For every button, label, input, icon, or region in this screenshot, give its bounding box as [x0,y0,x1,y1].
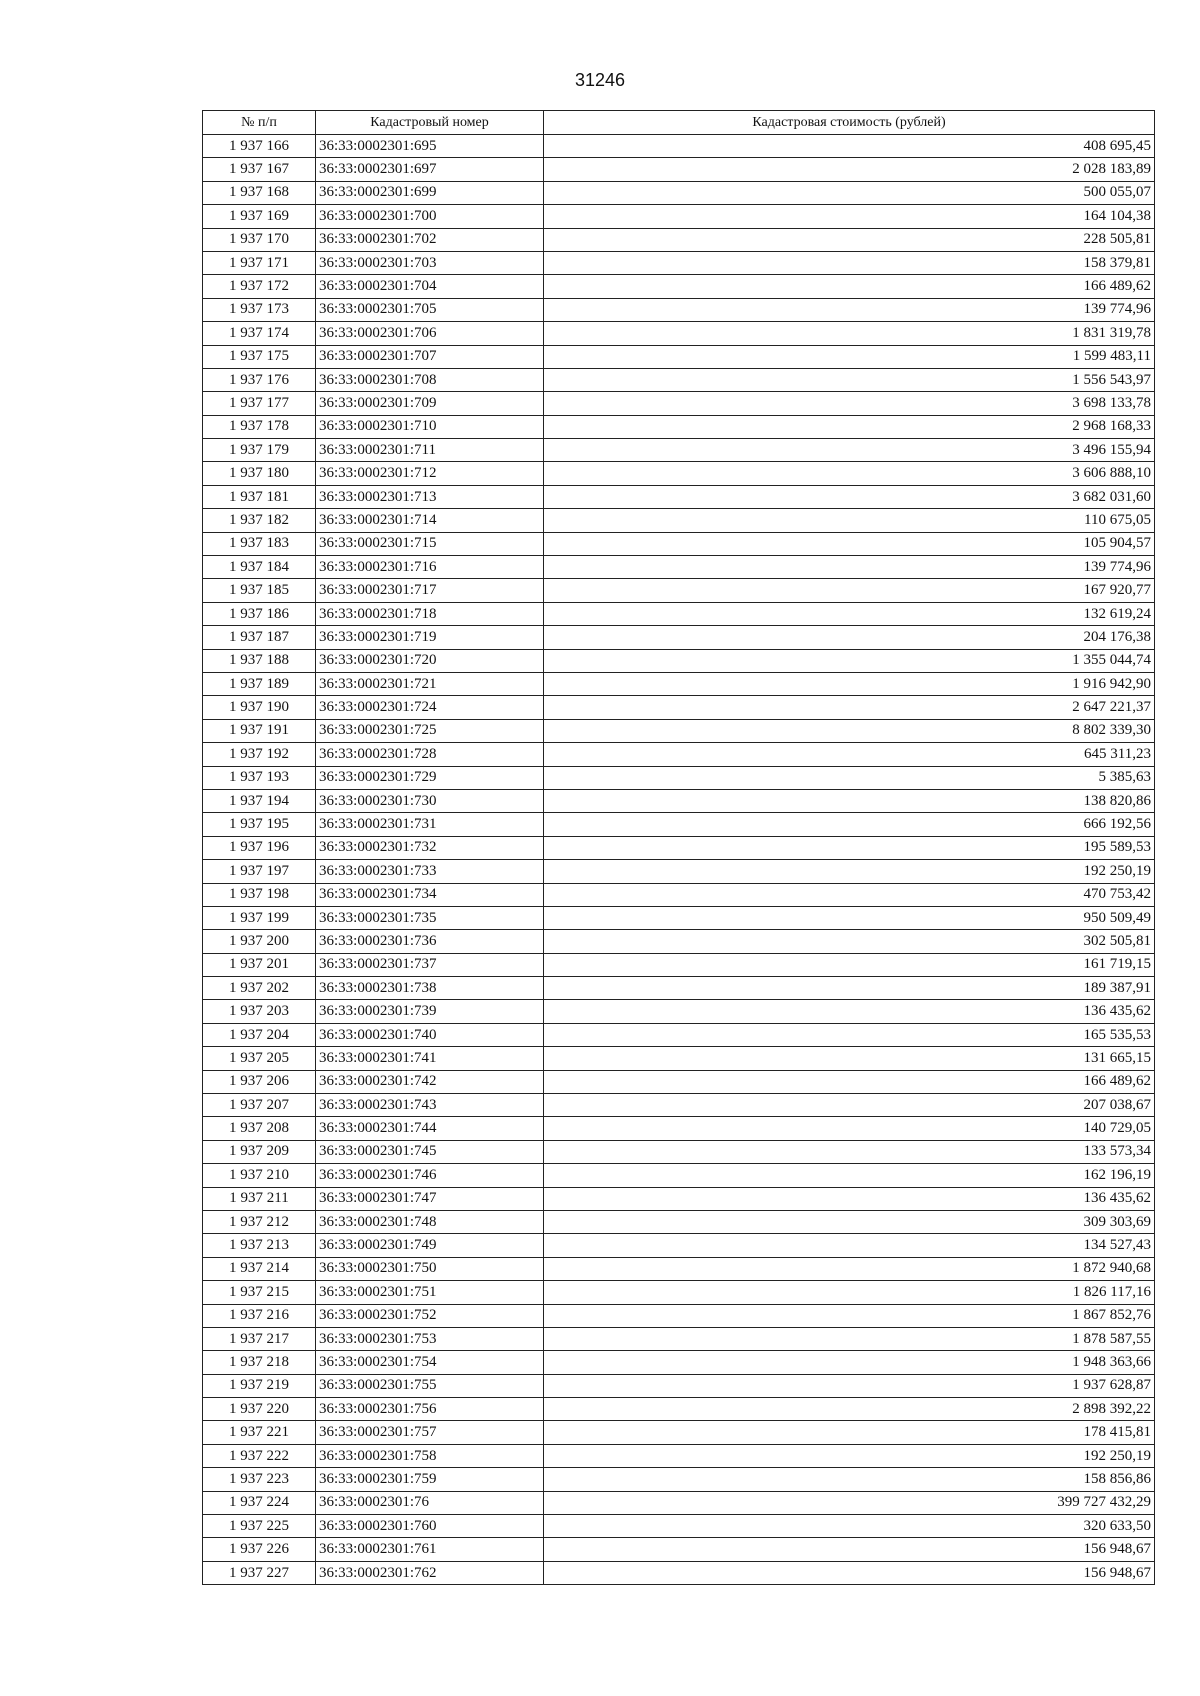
cadastral-value-cell: 8 802 339,30 [544,719,1155,742]
cadastral-value-cell: 1 355 044,74 [544,649,1155,672]
cadastral-number-cell: 36:33:0002301:750 [316,1257,544,1280]
cadastral-number-cell: 36:33:0002301:707 [316,345,544,368]
row-number-cell: 1 937 224 [203,1491,316,1514]
cadastral-number-cell: 36:33:0002301:739 [316,1000,544,1023]
row-number-cell: 1 937 200 [203,930,316,953]
table-row [203,1140,1155,1163]
cadastral-value-cell: 3 606 888,10 [544,462,1155,485]
row-number-cell: 1 937 190 [203,696,316,719]
cadastral-value-cell: 136 435,62 [544,1000,1155,1023]
cadastral-number-cell: 36:33:0002301:761 [316,1538,544,1561]
header-row-number: № п/п [203,111,316,135]
cadastral-number-cell: 36:33:0002301:752 [316,1304,544,1327]
cadastral-number-cell: 36:33:0002301:717 [316,579,544,602]
cadastral-number-cell: 36:33:0002301:757 [316,1421,544,1444]
table-row [203,883,1155,906]
cadastral-number-cell: 36:33:0002301:756 [316,1398,544,1421]
cadastral-number-cell: 36:33:0002301:721 [316,672,544,695]
row-number-cell: 1 937 219 [203,1374,316,1397]
table-row [203,322,1155,345]
cadastral-value-cell: 136 435,62 [544,1187,1155,1210]
cadastral-value-cell: 189 387,91 [544,977,1155,1000]
cadastral-value-table [202,110,1155,1585]
cadastral-number-cell: 36:33:0002301:736 [316,930,544,953]
cadastral-value-cell: 2 968 168,33 [544,415,1155,438]
table-row [203,275,1155,298]
cadastral-value-cell: 132 619,24 [544,602,1155,625]
row-number-cell: 1 937 178 [203,415,316,438]
table-row [203,626,1155,649]
cadastral-number-cell: 36:33:0002301:699 [316,181,544,204]
row-number-cell: 1 937 209 [203,1140,316,1163]
table-row [203,953,1155,976]
table-row [203,930,1155,953]
cadastral-value-cell: 192 250,19 [544,860,1155,883]
table-row [203,1047,1155,1070]
row-number-cell: 1 937 194 [203,789,316,812]
cadastral-value-cell: 645 311,23 [544,743,1155,766]
cadastral-value-cell: 166 489,62 [544,275,1155,298]
row-number-cell: 1 937 186 [203,602,316,625]
table-row [203,532,1155,555]
cadastral-value-cell: 207 038,67 [544,1094,1155,1117]
cadastral-number-cell: 36:33:0002301:753 [316,1327,544,1350]
cadastral-number-cell: 36:33:0002301:740 [316,1023,544,1046]
cadastral-value-cell: 204 176,38 [544,626,1155,649]
cadastral-value-cell: 950 509,49 [544,906,1155,929]
row-number-cell: 1 937 201 [203,953,316,976]
cadastral-value-cell: 140 729,05 [544,1117,1155,1140]
cadastral-value-cell: 399 727 432,29 [544,1491,1155,1514]
cadastral-number-cell: 36:33:0002301:732 [316,836,544,859]
row-number-cell: 1 937 167 [203,158,316,181]
row-number-cell: 1 937 226 [203,1538,316,1561]
cadastral-number-cell: 36:33:0002301:695 [316,135,544,158]
table-row [203,1210,1155,1233]
row-number-cell: 1 937 214 [203,1257,316,1280]
cadastral-value-cell: 165 535,53 [544,1023,1155,1046]
cadastral-number-cell: 36:33:0002301:704 [316,275,544,298]
table-row [203,439,1155,462]
cadastral-value-cell: 2 898 392,22 [544,1398,1155,1421]
table-row [203,836,1155,859]
row-number-cell: 1 937 205 [203,1047,316,1070]
row-number-cell: 1 937 166 [203,135,316,158]
cadastral-value-cell: 134 527,43 [544,1234,1155,1257]
cadastral-value-cell: 3 682 031,60 [544,485,1155,508]
table-row [203,1094,1155,1117]
header-cadastral-value: Кадастровая стоимость (рублей) [544,111,1155,135]
row-number-cell: 1 937 187 [203,626,316,649]
cadastral-number-cell: 36:33:0002301:735 [316,906,544,929]
table-row [203,1515,1155,1538]
row-number-cell: 1 937 223 [203,1468,316,1491]
row-number-cell: 1 937 198 [203,883,316,906]
cadastral-value-cell: 408 695,45 [544,135,1155,158]
table-row [203,1561,1155,1584]
cadastral-value-cell: 470 753,42 [544,883,1155,906]
table-row [203,298,1155,321]
cadastral-value-cell: 228 505,81 [544,228,1155,251]
cadastral-number-cell: 36:33:0002301:709 [316,392,544,415]
row-number-cell: 1 937 197 [203,860,316,883]
cadastral-number-cell: 36:33:0002301:703 [316,251,544,274]
cadastral-number-cell: 36:33:0002301:712 [316,462,544,485]
cadastral-value-cell: 192 250,19 [544,1444,1155,1467]
table-row [203,860,1155,883]
row-number-cell: 1 937 216 [203,1304,316,1327]
table-row [203,579,1155,602]
row-number-cell: 1 937 174 [203,322,316,345]
cadastral-value-cell: 500 055,07 [544,181,1155,204]
cadastral-value-cell: 110 675,05 [544,509,1155,532]
cadastral-number-cell: 36:33:0002301:730 [316,789,544,812]
cadastral-number-cell: 36:33:0002301:749 [316,1234,544,1257]
cadastral-value-cell: 167 920,77 [544,579,1155,602]
cadastral-number-cell: 36:33:0002301:700 [316,205,544,228]
cadastral-number-cell: 36:33:0002301:743 [316,1094,544,1117]
table-row [203,368,1155,391]
row-number-cell: 1 937 170 [203,228,316,251]
cadastral-number-cell: 36:33:0002301:705 [316,298,544,321]
table-row [203,1491,1155,1514]
table-row [203,1023,1155,1046]
cadastral-number-cell: 36:33:0002301:718 [316,602,544,625]
cadastral-number-cell: 36:33:0002301:741 [316,1047,544,1070]
cadastral-number-cell: 36:33:0002301:748 [316,1210,544,1233]
cadastral-number-cell: 36:33:0002301:702 [316,228,544,251]
table-row [203,1234,1155,1257]
table-row [203,977,1155,1000]
table-row [203,766,1155,789]
table-row [203,1351,1155,1374]
row-number-cell: 1 937 171 [203,251,316,274]
cadastral-value-cell: 1 948 363,66 [544,1351,1155,1374]
cadastral-number-cell: 36:33:0002301:716 [316,556,544,579]
row-number-cell: 1 937 189 [203,672,316,695]
header-cadastral-number: Кадастровый номер [316,111,544,135]
cadastral-number-cell: 36:33:0002301:714 [316,509,544,532]
cadastral-value-cell: 131 665,15 [544,1047,1155,1070]
table-row [203,415,1155,438]
cadastral-value-cell: 139 774,96 [544,556,1155,579]
table-row [203,743,1155,766]
row-number-cell: 1 937 222 [203,1444,316,1467]
row-number-cell: 1 937 196 [203,836,316,859]
cadastral-value-cell: 161 719,15 [544,953,1155,976]
row-number-cell: 1 937 225 [203,1515,316,1538]
cadastral-value-cell: 320 633,50 [544,1515,1155,1538]
cadastral-number-cell: 36:33:0002301:711 [316,439,544,462]
table-row [203,1374,1155,1397]
cadastral-number-cell: 36:33:0002301:755 [316,1374,544,1397]
row-number-cell: 1 937 213 [203,1234,316,1257]
row-number-cell: 1 937 168 [203,181,316,204]
table-row [203,1421,1155,1444]
table-row [203,158,1155,181]
row-number-cell: 1 937 173 [203,298,316,321]
cadastral-value-cell: 3 698 133,78 [544,392,1155,415]
table-row [203,1000,1155,1023]
cadastral-number-cell: 36:33:0002301:715 [316,532,544,555]
header-row [203,111,1155,135]
row-number-cell: 1 937 179 [203,439,316,462]
row-number-cell: 1 937 207 [203,1094,316,1117]
table-row [203,649,1155,672]
table-row [203,906,1155,929]
cadastral-value-cell: 178 415,81 [544,1421,1155,1444]
row-number-cell: 1 937 202 [203,977,316,1000]
cadastral-number-cell: 36:33:0002301:713 [316,485,544,508]
cadastral-number-cell: 36:33:0002301:710 [316,415,544,438]
row-number-cell: 1 937 192 [203,743,316,766]
cadastral-number-cell: 36:33:0002301:724 [316,696,544,719]
cadastral-value-cell: 1 878 587,55 [544,1327,1155,1350]
cadastral-value-cell: 2 647 221,37 [544,696,1155,719]
table-row [203,1444,1155,1467]
row-number-cell: 1 937 220 [203,1398,316,1421]
row-number-cell: 1 937 172 [203,275,316,298]
cadastral-number-cell: 36:33:0002301:746 [316,1164,544,1187]
cadastral-number-cell: 36:33:0002301:728 [316,743,544,766]
row-number-cell: 1 937 182 [203,509,316,532]
row-number-cell: 1 937 183 [203,532,316,555]
table-row [203,1304,1155,1327]
table-row [203,1398,1155,1421]
cadastral-value-cell: 1 916 942,90 [544,672,1155,695]
cadastral-value-cell: 166 489,62 [544,1070,1155,1093]
table-header [203,111,1155,135]
row-number-cell: 1 937 180 [203,462,316,485]
cadastral-number-cell: 36:33:0002301:747 [316,1187,544,1210]
table-row [203,462,1155,485]
table-row [203,1070,1155,1093]
row-number-cell: 1 937 212 [203,1210,316,1233]
row-number-cell: 1 937 181 [203,485,316,508]
row-number-cell: 1 937 215 [203,1281,316,1304]
cadastral-value-cell: 1 867 852,76 [544,1304,1155,1327]
row-number-cell: 1 937 191 [203,719,316,742]
row-number-cell: 1 937 184 [203,556,316,579]
table-row [203,696,1155,719]
cadastral-number-cell: 36:33:0002301:758 [316,1444,544,1467]
table-row [203,1468,1155,1491]
cadastral-value-cell: 138 820,86 [544,789,1155,812]
cadastral-value-cell: 156 948,67 [544,1561,1155,1584]
cadastral-number-cell: 36:33:0002301:742 [316,1070,544,1093]
cadastral-value-cell: 666 192,56 [544,813,1155,836]
cadastral-value-cell: 1 599 483,11 [544,345,1155,368]
cadastral-value-cell: 5 385,63 [544,766,1155,789]
table-row [203,509,1155,532]
row-number-cell: 1 937 195 [203,813,316,836]
row-number-cell: 1 937 204 [203,1023,316,1046]
row-number-cell: 1 937 199 [203,906,316,929]
table-body [203,135,1155,1585]
table-row [203,251,1155,274]
cadastral-value-cell: 3 496 155,94 [544,439,1155,462]
cadastral-number-cell: 36:33:0002301:737 [316,953,544,976]
table-row [203,392,1155,415]
cadastral-number-cell: 36:33:0002301:719 [316,626,544,649]
row-number-cell: 1 937 175 [203,345,316,368]
row-number-cell: 1 937 203 [203,1000,316,1023]
table-row [203,672,1155,695]
table-row [203,228,1155,251]
table-row [203,556,1155,579]
row-number-cell: 1 937 211 [203,1187,316,1210]
row-number-cell: 1 937 177 [203,392,316,415]
table-row [203,1538,1155,1561]
row-number-cell: 1 937 169 [203,205,316,228]
cadastral-number-cell: 36:33:0002301:745 [316,1140,544,1163]
row-number-cell: 1 937 188 [203,649,316,672]
cadastral-number-cell: 36:33:0002301:731 [316,813,544,836]
row-number-cell: 1 937 218 [203,1351,316,1374]
cadastral-number-cell: 36:33:0002301:76 [316,1491,544,1514]
row-number-cell: 1 937 227 [203,1561,316,1584]
row-number-cell: 1 937 193 [203,766,316,789]
table-row [203,135,1155,158]
cadastral-value-cell: 158 379,81 [544,251,1155,274]
cadastral-value-cell: 1 937 628,87 [544,1374,1155,1397]
table-row [203,345,1155,368]
row-number-cell: 1 937 217 [203,1327,316,1350]
cadastral-number-cell: 36:33:0002301:744 [316,1117,544,1140]
cadastral-number-cell: 36:33:0002301:706 [316,322,544,345]
cadastral-number-cell: 36:33:0002301:760 [316,1515,544,1538]
cadastral-number-cell: 36:33:0002301:720 [316,649,544,672]
cadastral-value-cell: 164 104,38 [544,205,1155,228]
cadastral-number-cell: 36:33:0002301:708 [316,368,544,391]
cadastral-value-cell: 139 774,96 [544,298,1155,321]
cadastral-number-cell: 36:33:0002301:734 [316,883,544,906]
row-number-cell: 1 937 221 [203,1421,316,1444]
table-row [203,181,1155,204]
row-number-cell: 1 937 206 [203,1070,316,1093]
cadastral-value-cell: 195 589,53 [544,836,1155,859]
cadastral-value-cell: 2 028 183,89 [544,158,1155,181]
table-row [203,1187,1155,1210]
row-number-cell: 1 937 176 [203,368,316,391]
cadastral-number-cell: 36:33:0002301:729 [316,766,544,789]
table-row [203,1117,1155,1140]
table-row [203,1164,1155,1187]
table-row [203,719,1155,742]
table-row [203,813,1155,836]
cadastral-number-cell: 36:33:0002301:762 [316,1561,544,1584]
cadastral-value-cell: 302 505,81 [544,930,1155,953]
cadastral-value-cell: 1 556 543,97 [544,368,1155,391]
page-number: 31246 [574,70,626,90]
cadastral-value-cell: 309 303,69 [544,1210,1155,1233]
row-number-cell: 1 937 210 [203,1164,316,1187]
cadastral-number-cell: 36:33:0002301:697 [316,158,544,181]
table-row [203,602,1155,625]
cadastral-value-cell: 1 872 940,68 [544,1257,1155,1280]
cadastral-value-cell: 162 196,19 [544,1164,1155,1187]
cadastral-number-cell: 36:33:0002301:738 [316,977,544,1000]
cadastral-number-cell: 36:33:0002301:725 [316,719,544,742]
table-row [203,205,1155,228]
cadastral-value-cell: 1 831 319,78 [544,322,1155,345]
table-row [203,1281,1155,1304]
row-number-cell: 1 937 208 [203,1117,316,1140]
cadastral-number-cell: 36:33:0002301:754 [316,1351,544,1374]
cadastral-value-cell: 105 904,57 [544,532,1155,555]
table-row [203,1257,1155,1280]
cadastral-number-cell: 36:33:0002301:733 [316,860,544,883]
table-row [203,789,1155,812]
cadastral-number-cell: 36:33:0002301:759 [316,1468,544,1491]
cadastral-value-cell: 156 948,67 [544,1538,1155,1561]
cadastral-value-cell: 158 856,86 [544,1468,1155,1491]
cadastral-value-cell: 133 573,34 [544,1140,1155,1163]
table-row [203,485,1155,508]
cadastral-value-cell: 1 826 117,16 [544,1281,1155,1304]
row-number-cell: 1 937 185 [203,579,316,602]
cadastral-number-cell: 36:33:0002301:751 [316,1281,544,1304]
table-row [203,1327,1155,1350]
